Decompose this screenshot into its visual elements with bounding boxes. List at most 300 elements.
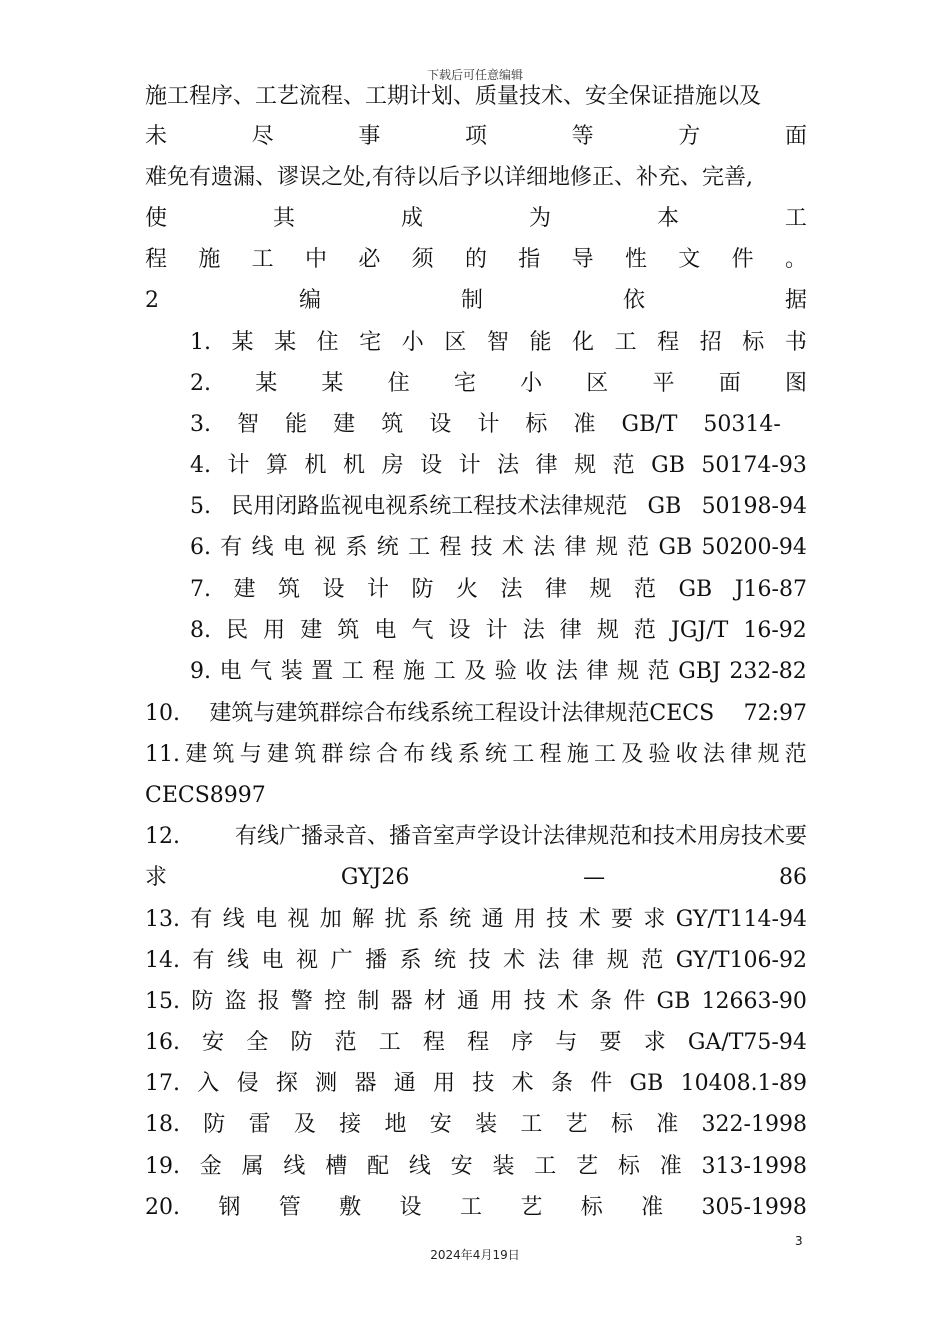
text-token: 法	[537, 948, 560, 973]
text-token: 制	[357, 989, 380, 1014]
text-token: 电	[219, 659, 242, 684]
text-token: 计	[458, 453, 481, 478]
text-token: 线	[222, 907, 245, 932]
text-token: 17.	[145, 1071, 180, 1096]
text-token: GY/T114-94	[675, 907, 807, 932]
text-token: 术	[556, 989, 579, 1014]
text-line	[145, 243, 807, 277]
text-line	[145, 1150, 807, 1184]
text-token: 工	[593, 742, 616, 767]
text-token: 求	[643, 1030, 666, 1055]
text-token: 面	[718, 371, 741, 396]
text-token: 文	[678, 247, 701, 272]
text-token: 线	[251, 535, 274, 560]
text-token: 准	[656, 1112, 679, 1137]
text-token: 律	[544, 577, 567, 602]
text-token: 使	[145, 206, 168, 231]
text-token: 2	[145, 288, 159, 313]
text-token: 民用闭路监视电视系统工程技术法律规范	[231, 494, 628, 519]
text-token: J16-87	[734, 577, 807, 602]
text-token: 智	[237, 412, 260, 437]
text-line	[190, 490, 807, 524]
text-token: 电	[374, 618, 397, 643]
text-token: GB	[678, 577, 713, 602]
text-line	[145, 1191, 807, 1225]
text-token: 建	[333, 412, 356, 437]
text-line	[145, 161, 807, 195]
text-token: 盗	[224, 989, 247, 1014]
text-token: 工	[784, 206, 807, 231]
text-token: 气	[411, 618, 434, 643]
text-token: 装	[280, 659, 303, 684]
text-token: —	[583, 865, 606, 890]
text-token: 规	[757, 742, 780, 767]
page-footer-date: 2024年4月19日	[430, 1248, 520, 1262]
text-token: 范	[633, 577, 656, 602]
text-token: 程	[467, 1030, 490, 1055]
text-token: 5.	[190, 494, 211, 519]
text-token: 6.	[190, 535, 211, 560]
text-token: 2.	[190, 371, 211, 396]
text-token: 平	[652, 371, 675, 396]
text-token: 全	[246, 1030, 269, 1055]
text-token: GB	[656, 989, 691, 1014]
text-token: 书	[784, 330, 807, 355]
text-token: 导	[571, 247, 594, 272]
text-token: 筑	[337, 618, 360, 643]
text-token: 电	[261, 948, 284, 973]
text-token: 某	[274, 330, 297, 355]
text-token: 敷	[339, 1195, 362, 1220]
text-token: 成	[400, 206, 423, 231]
text-token: 件	[590, 1071, 613, 1096]
text-token: 视	[287, 907, 310, 932]
text-token: 19.	[145, 1154, 180, 1179]
text-token: 住	[316, 330, 339, 355]
text-token: 序	[511, 1030, 534, 1055]
text-token: 律	[559, 618, 582, 643]
text-token: 警	[290, 989, 313, 1014]
text-token: 设	[399, 1195, 422, 1220]
text-token: 综	[348, 742, 371, 767]
text-token: 筑	[277, 577, 300, 602]
text-token: 通	[457, 989, 480, 1014]
text-token: 广	[330, 948, 353, 973]
text-token: 安	[202, 1030, 225, 1055]
text-token: 与	[555, 1030, 578, 1055]
text-token: 8.	[190, 618, 211, 643]
text-token: GYJ26	[340, 865, 410, 890]
text-token: 及	[464, 659, 487, 684]
text-token: 305-1998	[701, 1195, 807, 1220]
text-token: 标	[742, 330, 765, 355]
text-token: 其	[272, 206, 295, 231]
text-token: 施工程序、工艺流程、工期计划、质量技术、安全保证措施以及	[145, 84, 762, 109]
text-token: 为	[528, 206, 551, 231]
text-token: 指	[518, 247, 541, 272]
text-token: 属	[241, 1154, 264, 1179]
text-token: 算	[266, 453, 289, 478]
text-token: 建筑与建筑群综合布线系统工程设计法律规范CECS	[209, 701, 715, 726]
text-line	[145, 120, 807, 154]
text-token: 术	[511, 1071, 534, 1096]
text-token: 标	[610, 1112, 633, 1137]
page-number: 3	[795, 1234, 803, 1248]
text-token: 系	[416, 907, 439, 932]
text-token: 未	[145, 124, 168, 149]
text-token: 有	[190, 907, 213, 932]
text-token: 要	[599, 1030, 622, 1055]
text-token: 系	[399, 948, 422, 973]
text-token: 扰	[384, 907, 407, 932]
text-token: 防	[191, 989, 214, 1014]
text-token: 86	[778, 865, 807, 890]
text-token: 系	[345, 535, 368, 560]
text-token: 范	[334, 1030, 357, 1055]
text-token: 标	[525, 412, 548, 437]
text-line	[145, 779, 807, 813]
text-line	[145, 1108, 807, 1142]
text-token: 准	[659, 1154, 682, 1179]
text-token: 322-1998	[701, 1112, 807, 1137]
text-token: 工	[459, 1195, 482, 1220]
text-token: 求	[145, 865, 168, 890]
text-token: GY/T106-92	[675, 948, 807, 973]
text-token: 难免有遗漏、谬误之处,有待以后予以详细地修正、补充、完善,	[145, 165, 753, 190]
text-line	[190, 614, 807, 648]
text-token: 群	[321, 742, 344, 767]
text-token: 配	[367, 1154, 390, 1179]
text-token: 某	[321, 371, 344, 396]
text-token: 12.	[145, 824, 180, 849]
text-token: 的	[464, 247, 487, 272]
text-token: 工	[520, 1112, 543, 1137]
text-token: 13.	[145, 907, 180, 932]
text-line	[145, 861, 807, 895]
text-token: 计	[227, 453, 250, 478]
text-token: 能	[285, 412, 308, 437]
text-token: 民	[226, 618, 249, 643]
text-token: GB	[651, 453, 685, 478]
text-token: 槽	[325, 1154, 348, 1179]
text-token: 20.	[145, 1195, 180, 1220]
text-token: 统	[449, 907, 472, 932]
text-token: 要	[611, 907, 634, 932]
text-token: 工	[378, 1030, 401, 1055]
text-token: 法	[497, 453, 520, 478]
text-token: 14.	[145, 948, 180, 973]
text-token: 准	[573, 412, 596, 437]
text-token: 法	[555, 659, 578, 684]
text-token: 技	[472, 1071, 495, 1096]
text-token: 术	[503, 948, 526, 973]
text-token: GBJ	[678, 659, 721, 684]
text-token: 标	[617, 1154, 640, 1179]
text-token: 范	[647, 659, 670, 684]
text-token: 设	[322, 577, 345, 602]
text-token: 解	[352, 907, 375, 932]
text-token: 机	[343, 453, 366, 478]
text-token: 1.	[190, 330, 211, 355]
text-line	[145, 820, 807, 854]
text-token: 化	[572, 330, 595, 355]
text-line	[190, 326, 807, 360]
text-token: 工	[408, 535, 431, 560]
text-token: 本	[656, 206, 679, 231]
text-token: 某	[231, 330, 254, 355]
text-token: 计	[485, 618, 508, 643]
text-token: 15.	[145, 989, 180, 1014]
text-token: 必	[358, 247, 381, 272]
text-token: 术	[578, 907, 601, 932]
text-token: 工	[341, 659, 364, 684]
text-token: 规	[606, 948, 629, 973]
text-token: 50198-94	[701, 494, 807, 519]
text-token: JGJ/T	[671, 618, 729, 643]
text-token: 律	[572, 948, 595, 973]
text-token: 宅	[453, 371, 476, 396]
text-token: GB/T	[621, 412, 678, 437]
text-token: 装	[492, 1154, 515, 1179]
text-token: 术	[501, 535, 524, 560]
text-token: 项	[464, 124, 487, 149]
text-token: 性	[624, 247, 647, 272]
text-token: 规	[617, 659, 640, 684]
text-token: 规	[589, 577, 612, 602]
text-token: CECS8997	[145, 783, 266, 808]
text-token: 视	[314, 535, 337, 560]
text-token: 规	[574, 453, 597, 478]
text-token: 验	[494, 659, 517, 684]
text-token: GB	[629, 1071, 664, 1096]
text-token: 规	[595, 535, 618, 560]
text-token: 验	[648, 742, 671, 767]
text-token: 气	[250, 659, 273, 684]
text-token: 范	[627, 535, 650, 560]
text-token: 设	[448, 618, 471, 643]
text-token: 合	[375, 742, 398, 767]
text-token: 接	[339, 1112, 362, 1137]
text-token: 设	[429, 412, 452, 437]
text-token: 线	[227, 948, 250, 973]
text-token: 金	[199, 1154, 222, 1179]
text-token: 建	[185, 742, 208, 767]
text-token: 律	[535, 453, 558, 478]
text-token: 防	[203, 1112, 226, 1137]
text-token: 用	[263, 618, 286, 643]
text-token: 法	[500, 577, 523, 602]
text-line	[190, 449, 807, 483]
text-token: 16-92	[743, 618, 807, 643]
text-token: GB	[658, 535, 693, 560]
text-token: 程	[422, 1030, 445, 1055]
text-token: 用	[433, 1071, 456, 1096]
text-token: 通	[481, 907, 504, 932]
text-line	[190, 408, 807, 442]
text-line	[190, 531, 807, 565]
text-token: 用	[490, 989, 513, 1014]
text-line	[145, 985, 807, 1019]
text-token: 小	[401, 330, 424, 355]
text-token: 艺	[565, 1112, 588, 1137]
text-token: 用	[513, 907, 536, 932]
text-token: 技	[523, 989, 546, 1014]
text-token: 范	[633, 618, 656, 643]
text-token: 依	[622, 288, 645, 313]
text-token: 范	[612, 453, 635, 478]
text-token: 10408.1-89	[680, 1071, 807, 1096]
text-token: 据	[784, 288, 807, 313]
text-line	[145, 697, 807, 731]
text-token: 图	[784, 371, 807, 396]
text-token: 及	[293, 1112, 316, 1137]
text-token: GA/T75-94	[687, 1030, 807, 1055]
page-header: 下载后可任意编辑	[426, 68, 523, 82]
text-line	[145, 1067, 807, 1101]
text-token: 事	[358, 124, 381, 149]
text-token: 工	[534, 1154, 557, 1179]
text-line	[145, 903, 807, 937]
text-token: 小	[520, 371, 543, 396]
text-token: 计	[477, 412, 500, 437]
text-token: 建	[266, 742, 289, 767]
text-token: 线	[283, 1154, 306, 1179]
text-token: 能	[529, 330, 552, 355]
text-token: 报	[257, 989, 280, 1014]
text-line	[145, 944, 807, 978]
text-token: 火	[455, 577, 478, 602]
text-token: 筑	[212, 742, 235, 767]
text-token: 统	[376, 535, 399, 560]
text-token: 雷	[248, 1112, 271, 1137]
text-token: 72:97	[743, 701, 807, 726]
text-token: 10.	[145, 701, 180, 726]
text-token: 法	[702, 742, 725, 767]
text-token: 宅	[359, 330, 382, 355]
text-token: 视	[296, 948, 319, 973]
text-token: 11.	[145, 742, 180, 767]
text-token: 防	[290, 1030, 313, 1055]
text-token: 招	[699, 330, 722, 355]
text-token: 工	[614, 330, 637, 355]
text-token: 系	[457, 742, 480, 767]
text-token: 编	[298, 288, 321, 313]
text-token: 50174-93	[701, 453, 807, 478]
text-token: 有	[192, 948, 215, 973]
text-token: 程	[372, 659, 395, 684]
text-token: 9.	[190, 659, 211, 684]
text-token: 地	[384, 1112, 407, 1137]
text-token: 须	[411, 247, 434, 272]
text-token: 3.	[190, 412, 211, 437]
text-token: 50200-94	[701, 535, 807, 560]
text-token: 收	[525, 659, 548, 684]
text-token: 技	[470, 535, 493, 560]
text-token: 7.	[190, 577, 211, 602]
text-token: 钢	[218, 1195, 241, 1220]
text-token: 安	[429, 1112, 452, 1137]
text-token: 12663-90	[701, 989, 807, 1014]
text-token: 18.	[145, 1112, 180, 1137]
text-token: 范	[784, 742, 807, 767]
text-token: 准	[641, 1195, 664, 1220]
text-token: 程	[439, 535, 462, 560]
text-token: 测	[315, 1071, 338, 1096]
text-token: 施	[566, 742, 589, 767]
text-token: 电	[282, 535, 305, 560]
text-token: 置	[311, 659, 334, 684]
text-token: 材	[423, 989, 446, 1014]
text-token: 法	[522, 618, 545, 643]
text-token: 统	[434, 948, 457, 973]
text-line	[145, 202, 807, 236]
text-token: 程	[539, 742, 562, 767]
text-line	[190, 655, 807, 689]
text-line	[145, 284, 807, 318]
text-token: 范	[641, 948, 664, 973]
text-token: 件	[623, 989, 646, 1014]
text-token: 技	[468, 948, 491, 973]
text-line	[145, 738, 807, 772]
text-token: 施	[403, 659, 426, 684]
text-token: 房	[381, 453, 404, 478]
text-token: 控	[324, 989, 347, 1014]
text-token: 住	[387, 371, 410, 396]
text-token: 工	[512, 742, 535, 767]
text-line	[145, 1026, 807, 1060]
text-token: 布	[403, 742, 426, 767]
text-token: 与	[239, 742, 262, 767]
text-token: 工	[251, 247, 274, 272]
text-token: 区	[586, 371, 609, 396]
text-token: 程	[657, 330, 680, 355]
text-token: 防	[411, 577, 434, 602]
text-token: 线	[430, 742, 453, 767]
text-token: 筑	[381, 412, 404, 437]
text-token: 律	[586, 659, 609, 684]
text-token: 有	[220, 535, 243, 560]
text-token: 收	[675, 742, 698, 767]
text-token: 工	[433, 659, 456, 684]
text-token: 器	[390, 989, 413, 1014]
text-token: 统	[484, 742, 507, 767]
text-token: 艺	[576, 1154, 599, 1179]
text-token: 及	[621, 742, 644, 767]
text-token: 313-1998	[701, 1154, 807, 1179]
text-token: 侵	[236, 1071, 259, 1096]
text-token: 件	[731, 247, 754, 272]
text-token: 规	[596, 618, 619, 643]
text-token: 。	[784, 247, 807, 272]
text-token: 条	[550, 1071, 573, 1096]
text-token: 入	[197, 1071, 220, 1096]
text-token: 电	[255, 907, 278, 932]
text-token: 尽	[251, 124, 274, 149]
text-token: 50314-	[703, 412, 781, 437]
text-token: 4.	[190, 453, 211, 478]
text-token: 某	[255, 371, 278, 396]
text-token: 律	[564, 535, 587, 560]
text-token: 等	[571, 124, 594, 149]
text-token: 施	[198, 247, 221, 272]
text-token: 建	[300, 618, 323, 643]
text-token: 筑	[294, 742, 317, 767]
text-token: 设	[420, 453, 443, 478]
text-token: 232-82	[729, 659, 807, 684]
text-token: 机	[304, 453, 327, 478]
text-token: 器	[354, 1071, 377, 1096]
text-token: 技	[546, 907, 569, 932]
